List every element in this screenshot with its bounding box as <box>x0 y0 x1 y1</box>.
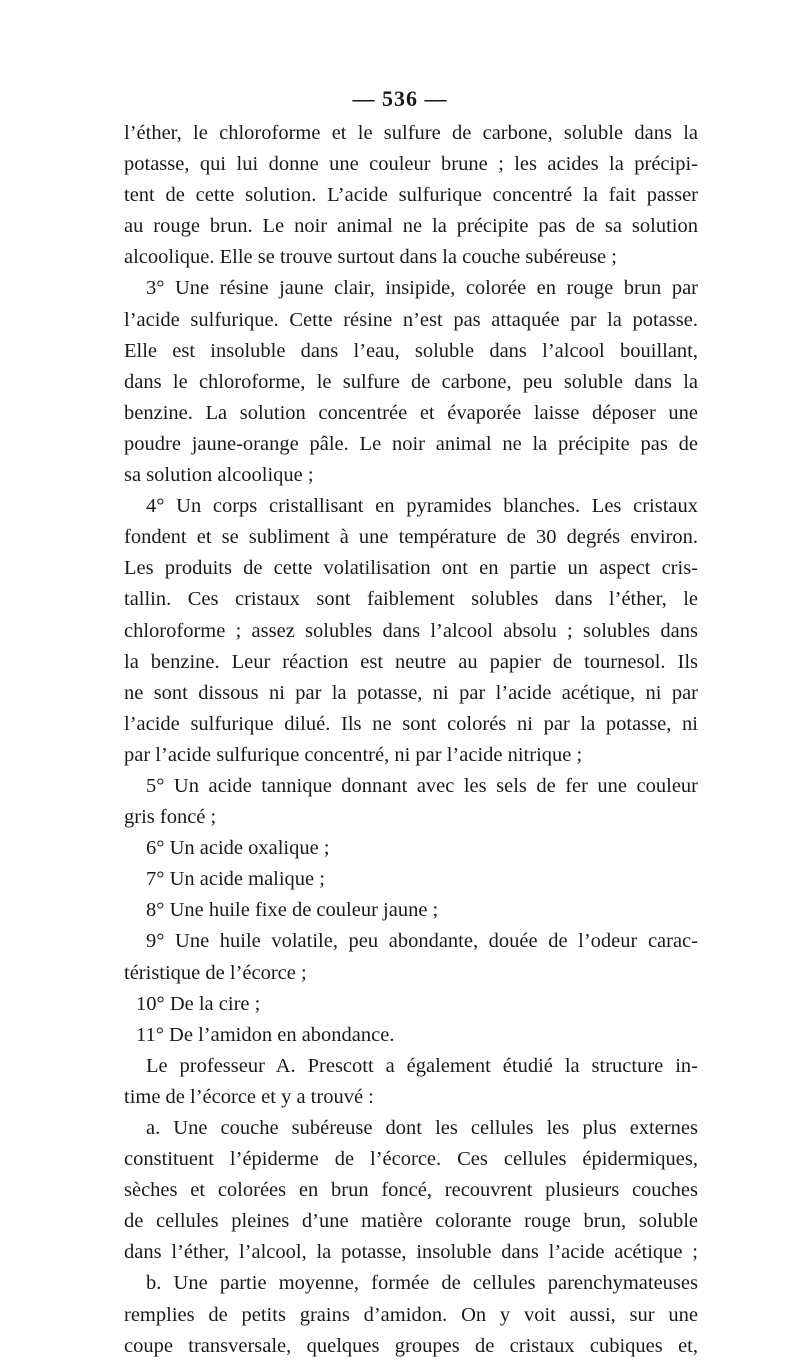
text-line: potasse, qui lui donne une couleur brune ; les acides la précipi- <box>124 153 698 176</box>
text-line: sèches et colorées en brun foncé, recouvrent plusieurs couches <box>124 1179 698 1202</box>
body-text <box>124 118 698 1362</box>
text-line: de cellules pleines d’une matière colorante rouge brun, soluble <box>124 1210 698 1233</box>
page-number: — 536 — <box>352 86 448 111</box>
text-line: Le professeur A. Prescott a également étudié la structure in- <box>146 1054 698 1077</box>
text-line: 5° Un acide tannique donnant avec les sels de fer une couleur <box>146 774 698 797</box>
text-line: dans l’éther, l’alcool, la potasse, insoluble dans l’acide acétique ; <box>124 1241 698 1264</box>
text-line: Les produits de cette volatilisation ont en partie un aspect cris- <box>124 557 698 580</box>
text-line: tallin. Ces cristaux sont faiblement solubles dans l’éther, le <box>124 588 698 611</box>
text-line: chloroforme ; assez solubles dans l’alcool absolu ; solubles dans <box>124 619 698 642</box>
text-line: 10° De la cire ; <box>136 992 261 1015</box>
text-line: 4° Un corps cristallisant en pyramides blanches. Les cristaux <box>146 495 698 518</box>
text-line: fondent et se subliment à une température de 30 degrés environ. <box>124 526 698 549</box>
text-line: par l’acide sulfurique concentré, ni par l’acide nitrique ; <box>124 743 583 766</box>
text-line: remplies de petits grains d’amidon. On y voit aussi, sur une <box>124 1303 698 1326</box>
text-line: l’acide sulfurique. Cette résine n’est pas attaquée par la potasse. <box>124 308 698 331</box>
text-line: la benzine. Leur réaction est neutre au papier de tournesol. Ils <box>124 650 698 673</box>
text-line: 3° Une résine jaune clair, insipide, colorée en rouge brun par <box>146 277 698 300</box>
text-line: alcoolique. Elle se trouve surtout dans la couche subéreuse ; <box>124 246 617 269</box>
text-line: sa solution alcoolique ; <box>124 464 314 487</box>
text-line: gris foncé ; <box>124 806 217 829</box>
text-line: 7° Un acide malique ; <box>146 868 325 891</box>
text-line: tent de cette solution. L’acide sulfurique concentré la fait passer <box>124 184 698 207</box>
text-line: benzine. La solution concentrée et évaporée laisse déposer une <box>124 401 698 424</box>
text-line: time de l’écorce et y a trouvé : <box>124 1085 374 1108</box>
text-line: b. Une partie moyenne, formée de cellules parenchymateuses <box>146 1272 698 1295</box>
text-line: 11° De l’amidon en abondance. <box>136 1023 395 1046</box>
text-line: a. Une couche subéreuse dont les cellules les plus externes <box>146 1117 698 1139</box>
text-line: poudre jaune-orange pâle. Le noir animal ne la précipite pas de <box>124 432 698 455</box>
text-line: 8° Une huile fixe de couleur jaune ; <box>146 899 439 922</box>
text-line: 6° Un acide oxalique ; <box>146 837 330 860</box>
text-line: ne sont dissous ni par la potasse, ni par l’acide acétique, ni par <box>124 681 698 704</box>
text-line: l’acide sulfurique dilué. Ils ne sont colorés ni par la potasse, ni <box>124 712 698 735</box>
text-line: l’éther, le chloroforme et le sulfure de carbone, soluble dans la <box>124 122 698 144</box>
text-line: Elle est insoluble dans l’eau, soluble dans l’alcool bouillant, <box>124 339 698 362</box>
text-line: au rouge brun. Le noir animal ne la précipite pas de sa solution <box>124 215 698 238</box>
text-line: 9° Une huile volatile, peu abondante, douée de l’odeur carac- <box>146 930 698 953</box>
text-line: constituent l’épiderme de l’écorce. Ces cellules épidermiques, <box>124 1148 698 1171</box>
text-line: coupe transversale, quelques groupes de cristaux cubiques et, <box>124 1334 698 1357</box>
text-line: téristique de l’écorce ; <box>124 961 307 984</box>
text-line: dans le chloroforme, le sulfure de carbone, peu soluble dans la <box>124 370 698 393</box>
